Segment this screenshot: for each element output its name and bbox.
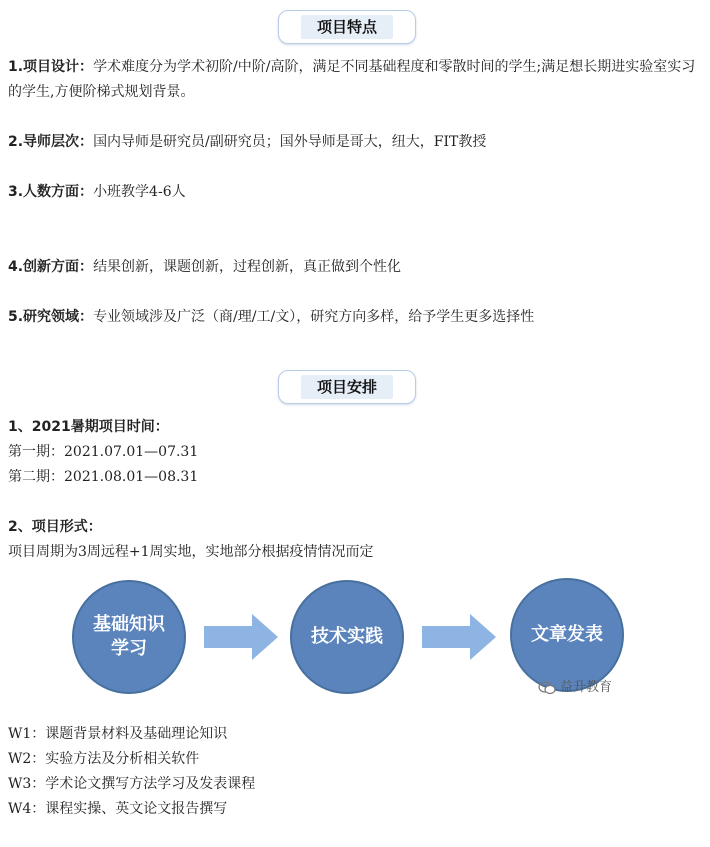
flow-step-1: 基础知识学习: [72, 580, 186, 694]
feature-item-2: [8, 130, 698, 155]
feature-label: 5.研究领域：: [8, 309, 94, 325]
week-item-1: W1：课题背景材料及基础理论知识: [8, 726, 228, 742]
feature-item-4: [8, 255, 698, 280]
flow-step-2: 技术实践: [290, 580, 404, 694]
watermark: [538, 676, 612, 695]
flow-step-3: 文章发表: [510, 578, 624, 692]
time-heading: 1、2021暑期项目时间：: [8, 419, 169, 435]
feature-label: 4.创新方面：: [8, 259, 94, 275]
feature-text: 国内导师是研究员/副研究员；国外导师是哥大，纽大，FIT教授: [93, 134, 487, 150]
section-title-arrangement: 项目安排: [301, 375, 393, 399]
section-title-features: 项目特点: [301, 15, 393, 39]
feature-item-5: [8, 305, 698, 330]
period-2: 第二期：2021.08.01—08.31: [8, 469, 199, 485]
week-item-4: W4：课程实操、英文论文报告撰写: [8, 801, 228, 817]
week-item-2: W2：实验方法及分析相关软件: [8, 751, 200, 767]
form-text: 项目周期为3周远程+1周实地，实地部分根据疫情情况而定: [8, 544, 374, 560]
watermark-text: 益升教育: [560, 680, 613, 695]
feature-label: 1.项目设计：: [8, 59, 94, 75]
feature-item-3: [8, 180, 698, 205]
week-item-3: W3：学术论文撰写方法学习及发表课程: [8, 776, 256, 792]
feature-text: 学术难度分为学术初阶/中阶/高阶，满足不同基础程度和零散时间的学生;满足想长期进实验室实习的学生,方便阶梯式规划背景。: [8, 59, 696, 100]
feature-item-1: [8, 55, 698, 105]
feature-text: 小班教学4-6人: [93, 184, 186, 200]
form-heading: 2、项目形式：: [8, 519, 102, 535]
feature-text: 结果创新，课题创新，过程创新，真正做到个性化: [93, 259, 402, 275]
wechat-icon: [538, 681, 556, 695]
flow-arrow-1: [204, 612, 280, 662]
feature-label: 2.导师层次：: [8, 134, 94, 150]
section-badge-arrangement: [278, 370, 416, 404]
section-badge-features: [278, 10, 416, 44]
flow-arrow-2: [422, 612, 498, 662]
feature-label: 3.人数方面：: [8, 184, 94, 200]
feature-text: 专业领域涉及广泛（商/理/工/文），研究方向多样，给予学生更多选择性: [93, 309, 535, 325]
period-1: 第一期：2021.07.01—07.31: [8, 444, 199, 460]
